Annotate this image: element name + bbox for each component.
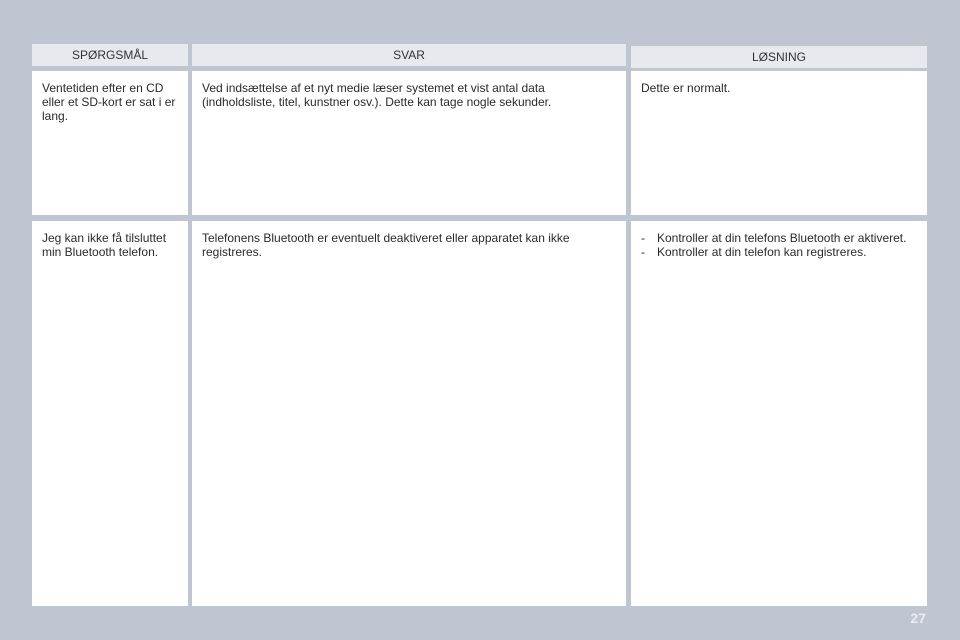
page-number: 27 xyxy=(910,610,926,626)
row-2-question-cell xyxy=(32,221,188,606)
row-1-solution: Dette er normalt. xyxy=(641,81,731,95)
row-2-solution-item: - Kontroller at din telefon kan registreres. xyxy=(641,245,917,259)
row-2-solution-cell xyxy=(631,221,927,606)
header-answer: SVAR xyxy=(192,44,626,66)
row-2-question: Jeg kan ikke få tilsluttet min Bluetooth telefon. xyxy=(42,231,167,259)
header-solution: LØSNING xyxy=(631,46,927,68)
row-1-solution-cell xyxy=(631,71,927,215)
header-question: SPØRGSMÅL xyxy=(32,44,188,66)
row-2-solution-item: - Kontroller at din telefons Bluetooth er aktiveret. xyxy=(641,231,917,245)
row-2-answer: Telefonens Bluetooth er eventuelt deaktiveret eller apparatet kan ikke registreres. xyxy=(202,231,570,259)
row-1-answer-cell xyxy=(192,71,626,215)
row-1-question: Ventetiden efter en CD eller et SD-kort er sat i er lang. xyxy=(42,81,176,123)
row-1-question-cell xyxy=(32,71,188,215)
row-1-answer: Ved indsættelse af et nyt medie læser systemet et vist antal data (indholdsliste, titel, kunstner osv.). Dette kan tage nogle sekunder. xyxy=(202,81,552,109)
row-2-solution-list xyxy=(641,231,917,259)
row-2-answer-cell xyxy=(192,221,626,606)
